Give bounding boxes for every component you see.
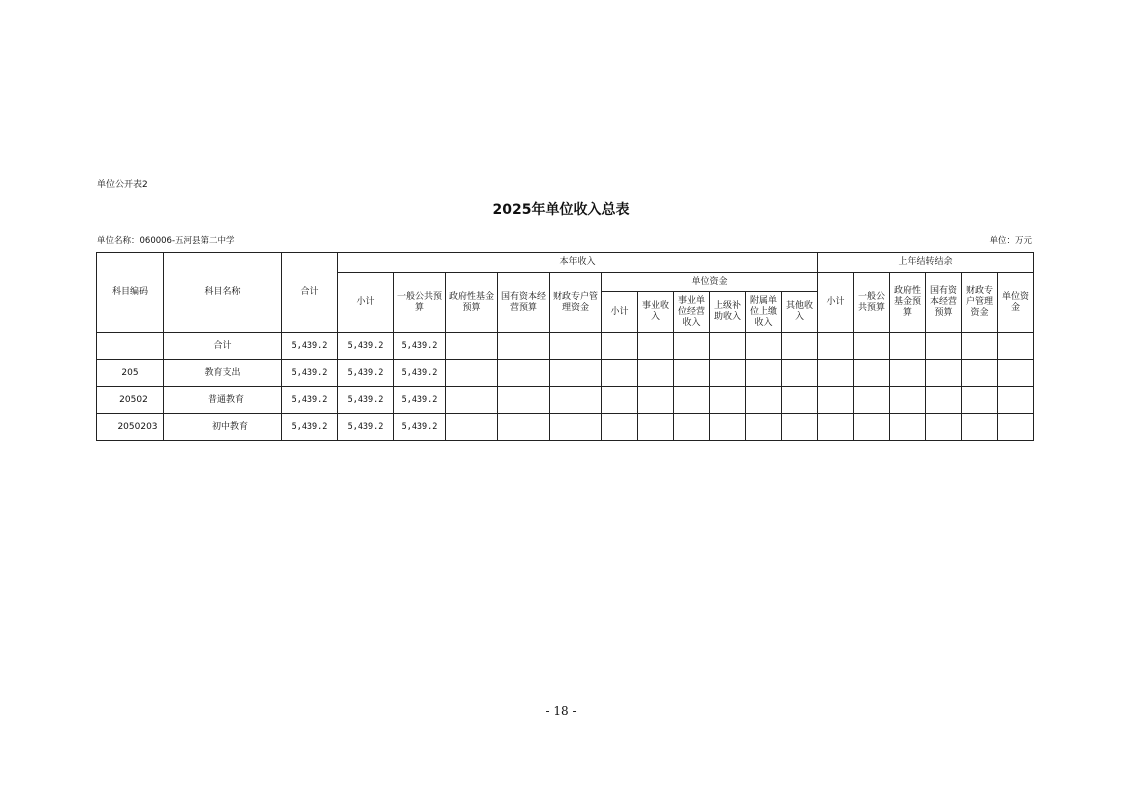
header-total: 合计: [282, 253, 338, 333]
header-uf-other: 其他收入: [782, 292, 818, 333]
unit-name: 单位名称：060006-五河县第二中学: [97, 236, 235, 246]
row-code: 20502: [97, 387, 164, 414]
row-general: 5,439.2: [394, 387, 446, 414]
row-name: 教育支出: [164, 360, 282, 387]
table-row: [97, 414, 1034, 441]
row-total: 5,439.2: [282, 414, 338, 441]
header-cy-fiscal-special: 财政专户管理资金: [550, 273, 602, 333]
header-current-year: 本年收入: [338, 253, 818, 273]
row-subtotal: 5,439.2: [338, 360, 394, 387]
header-py-unit-funds: 单位资金: [998, 273, 1034, 333]
row-code: 205: [97, 360, 164, 387]
currency-unit: 单位：万元: [989, 236, 1032, 246]
row-subtotal: 5,439.2: [338, 387, 394, 414]
header-cy-general: 一般公共预算: [394, 273, 446, 333]
header-cy-state-capital: 国有资本经营预算: [498, 273, 550, 333]
row-subtotal: 5,439.2: [338, 333, 394, 360]
header-uf-operating: 事业单位经营收入: [674, 292, 710, 333]
header-prior-year: 上年结转结余: [818, 253, 1034, 273]
row-total: 5,439.2: [282, 333, 338, 360]
row-code: 2050203: [97, 414, 164, 441]
form-number: 单位公开表2: [97, 180, 148, 190]
header-py-general: 一般公共预算: [854, 273, 890, 333]
header-uf-subsidy: 上级补助收入: [710, 292, 746, 333]
header-py-gov-fund: 政府性基金预算: [890, 273, 926, 333]
table-row: [97, 360, 1034, 387]
header-cy-gov-fund: 政府性基金预算: [446, 273, 498, 333]
income-summary-table: [96, 252, 1034, 441]
header-uf-subtotal: 小计: [602, 292, 638, 333]
header-py-subtotal: 小计: [818, 273, 854, 333]
row-total: 5,439.2: [282, 387, 338, 414]
header-code: 科目编码: [97, 253, 164, 333]
page-number: - 18 -: [545, 704, 577, 718]
header-py-state-capital: 国有资本经营预算: [926, 273, 962, 333]
row-name: 普通教育: [164, 387, 282, 414]
row-general: 5,439.2: [394, 360, 446, 387]
header-py-fiscal-special: 财政专户管理资金: [962, 273, 998, 333]
row-name: 合计: [164, 333, 282, 360]
page-title: 2025年单位收入总表: [492, 202, 630, 218]
header-cy-subtotal: 小计: [338, 273, 394, 333]
row-subtotal: 5,439.2: [338, 414, 394, 441]
row-name: 初中教育: [164, 414, 282, 441]
table-row: [97, 387, 1034, 414]
row-total: 5,439.2: [282, 360, 338, 387]
header-uf-business: 事业收入: [638, 292, 674, 333]
row-general: 5,439.2: [394, 414, 446, 441]
row-general: 5,439.2: [394, 333, 446, 360]
row-code: [97, 333, 164, 360]
header-uf-affiliated: 附属单位上缴收入: [746, 292, 782, 333]
table-row: [97, 333, 1034, 360]
header-unit-funds: 单位资金: [602, 273, 818, 292]
header-name: 科目名称: [164, 253, 282, 333]
